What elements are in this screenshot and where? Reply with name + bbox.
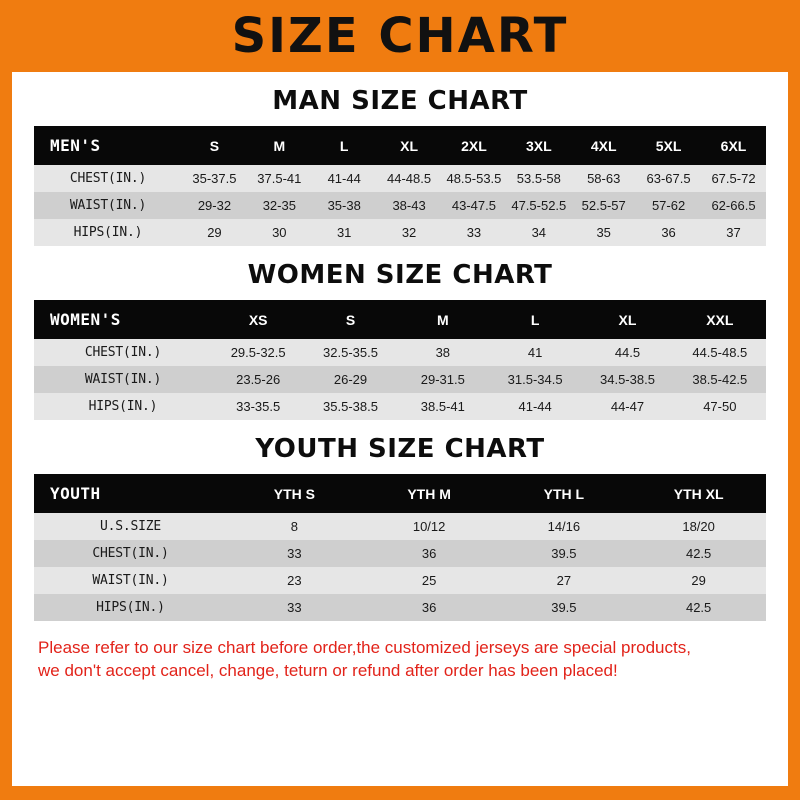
table-cell: 33: [227, 540, 362, 567]
table-cell: 63-67.5: [636, 165, 701, 192]
table-cell: 14/16: [497, 513, 632, 540]
table-cell: 33-35.5: [212, 393, 304, 420]
order-notice: [34, 637, 766, 683]
table-cell: 29-31.5: [397, 366, 489, 393]
table-cell: 29: [631, 567, 766, 594]
women-size-table: [34, 300, 766, 420]
men-size-table: [34, 126, 766, 246]
table-cell: 36: [362, 540, 497, 567]
page-title: SIZE CHART: [231, 8, 569, 64]
table-cell: 58-63: [571, 165, 636, 192]
table-header-row: [34, 474, 766, 513]
table-cell: 26-29: [304, 366, 396, 393]
table-cell: 47-50: [674, 393, 766, 420]
table-row: [34, 366, 766, 393]
table-cell: 23: [227, 567, 362, 594]
column-header: 6XL: [701, 126, 766, 165]
table-row: [34, 219, 766, 246]
column-header: XXL: [674, 300, 766, 339]
table-cell: 34: [506, 219, 571, 246]
column-header: WOMEN'S: [34, 300, 212, 339]
column-header: 2XL: [442, 126, 507, 165]
column-header: YTH XL: [631, 474, 766, 513]
column-header: YTH S: [227, 474, 362, 513]
table-cell: 29: [182, 219, 247, 246]
table-cell: 35: [571, 219, 636, 246]
column-header: YTH M: [362, 474, 497, 513]
column-header: YTH L: [497, 474, 632, 513]
row-header: HIPS(IN.): [34, 393, 212, 420]
table-cell: 23.5-26: [212, 366, 304, 393]
table-cell: 62-66.5: [701, 192, 766, 219]
table-cell: 30: [247, 219, 312, 246]
header-banner: [0, 0, 800, 72]
chart-content: [12, 86, 788, 683]
row-header: HIPS(IN.): [34, 594, 227, 621]
column-header: XS: [212, 300, 304, 339]
row-header: CHEST(IN.): [34, 540, 227, 567]
footer-banner: [0, 786, 800, 800]
table-cell: 39.5: [497, 540, 632, 567]
table-cell: 42.5: [631, 540, 766, 567]
table-cell: 32.5-35.5: [304, 339, 396, 366]
table-cell: 33: [227, 594, 362, 621]
column-header: 5XL: [636, 126, 701, 165]
table-cell: 47.5-52.5: [506, 192, 571, 219]
table-cell: 67.5-72: [701, 165, 766, 192]
table-cell: 32: [377, 219, 442, 246]
column-header: MEN'S: [34, 126, 182, 165]
table-cell: 18/20: [631, 513, 766, 540]
table-cell: 31.5-34.5: [489, 366, 581, 393]
table-cell: 44-48.5: [377, 165, 442, 192]
table-cell: 37.5-41: [247, 165, 312, 192]
row-header: CHEST(IN.): [34, 165, 182, 192]
column-header: M: [247, 126, 312, 165]
table-cell: 27: [497, 567, 632, 594]
section-title-men: MAN SIZE CHART: [272, 86, 528, 116]
table-cell: 38-43: [377, 192, 442, 219]
column-header: S: [182, 126, 247, 165]
table-cell: 37: [701, 219, 766, 246]
table-cell: 32-35: [247, 192, 312, 219]
table-cell: 39.5: [497, 594, 632, 621]
table-cell: 25: [362, 567, 497, 594]
column-header: S: [304, 300, 396, 339]
table-cell: 53.5-58: [506, 165, 571, 192]
table-cell: 41: [489, 339, 581, 366]
table-cell: 35-37.5: [182, 165, 247, 192]
table-row: [34, 192, 766, 219]
column-header: L: [489, 300, 581, 339]
table-cell: 35.5-38.5: [304, 393, 396, 420]
column-header: M: [397, 300, 489, 339]
row-header: WAIST(IN.): [34, 192, 182, 219]
notice-line-1: Please refer to our size chart before order,the customized jerseys are special products,: [38, 638, 691, 657]
row-header: HIPS(IN.): [34, 219, 182, 246]
table-cell: 41-44: [312, 165, 377, 192]
table-cell: 44-47: [581, 393, 673, 420]
table-row: [34, 513, 766, 540]
table-row: [34, 594, 766, 621]
section-title-youth: YOUTH SIZE CHART: [255, 434, 545, 464]
row-header: U.S.SIZE: [34, 513, 227, 540]
table-cell: 8: [227, 513, 362, 540]
table-cell: 43-47.5: [442, 192, 507, 219]
table-cell: 10/12: [362, 513, 497, 540]
table-header-row: [34, 126, 766, 165]
table-cell: 29-32: [182, 192, 247, 219]
column-header: L: [312, 126, 377, 165]
youth-size-table: [34, 474, 766, 621]
table-cell: 38.5-41: [397, 393, 489, 420]
table-cell: 48.5-53.5: [442, 165, 507, 192]
table-cell: 42.5: [631, 594, 766, 621]
table-header-row: [34, 300, 766, 339]
row-header: CHEST(IN.): [34, 339, 212, 366]
column-header: 4XL: [571, 126, 636, 165]
section-title-women: WOMEN SIZE CHART: [247, 260, 553, 290]
column-header: XL: [581, 300, 673, 339]
table-row: [34, 567, 766, 594]
column-header: 3XL: [506, 126, 571, 165]
table-cell: 38: [397, 339, 489, 366]
notice-line-2: we don't accept cancel, change, teturn or refund after order has been placed!: [38, 660, 618, 680]
table-row: [34, 393, 766, 420]
column-header: XL: [377, 126, 442, 165]
table-cell: 36: [636, 219, 701, 246]
table-cell: 57-62: [636, 192, 701, 219]
table-cell: 35-38: [312, 192, 377, 219]
table-cell: 34.5-38.5: [581, 366, 673, 393]
table-cell: 44.5: [581, 339, 673, 366]
table-row: [34, 165, 766, 192]
table-cell: 41-44: [489, 393, 581, 420]
table-row: [34, 540, 766, 567]
row-header: WAIST(IN.): [34, 366, 212, 393]
table-cell: 36: [362, 594, 497, 621]
table-cell: 31: [312, 219, 377, 246]
table-cell: 52.5-57: [571, 192, 636, 219]
table-cell: 33: [442, 219, 507, 246]
table-cell: 29.5-32.5: [212, 339, 304, 366]
row-header: WAIST(IN.): [34, 567, 227, 594]
column-header: YOUTH: [34, 474, 227, 513]
table-cell: 38.5-42.5: [674, 366, 766, 393]
table-row: [34, 339, 766, 366]
table-cell: 44.5-48.5: [674, 339, 766, 366]
